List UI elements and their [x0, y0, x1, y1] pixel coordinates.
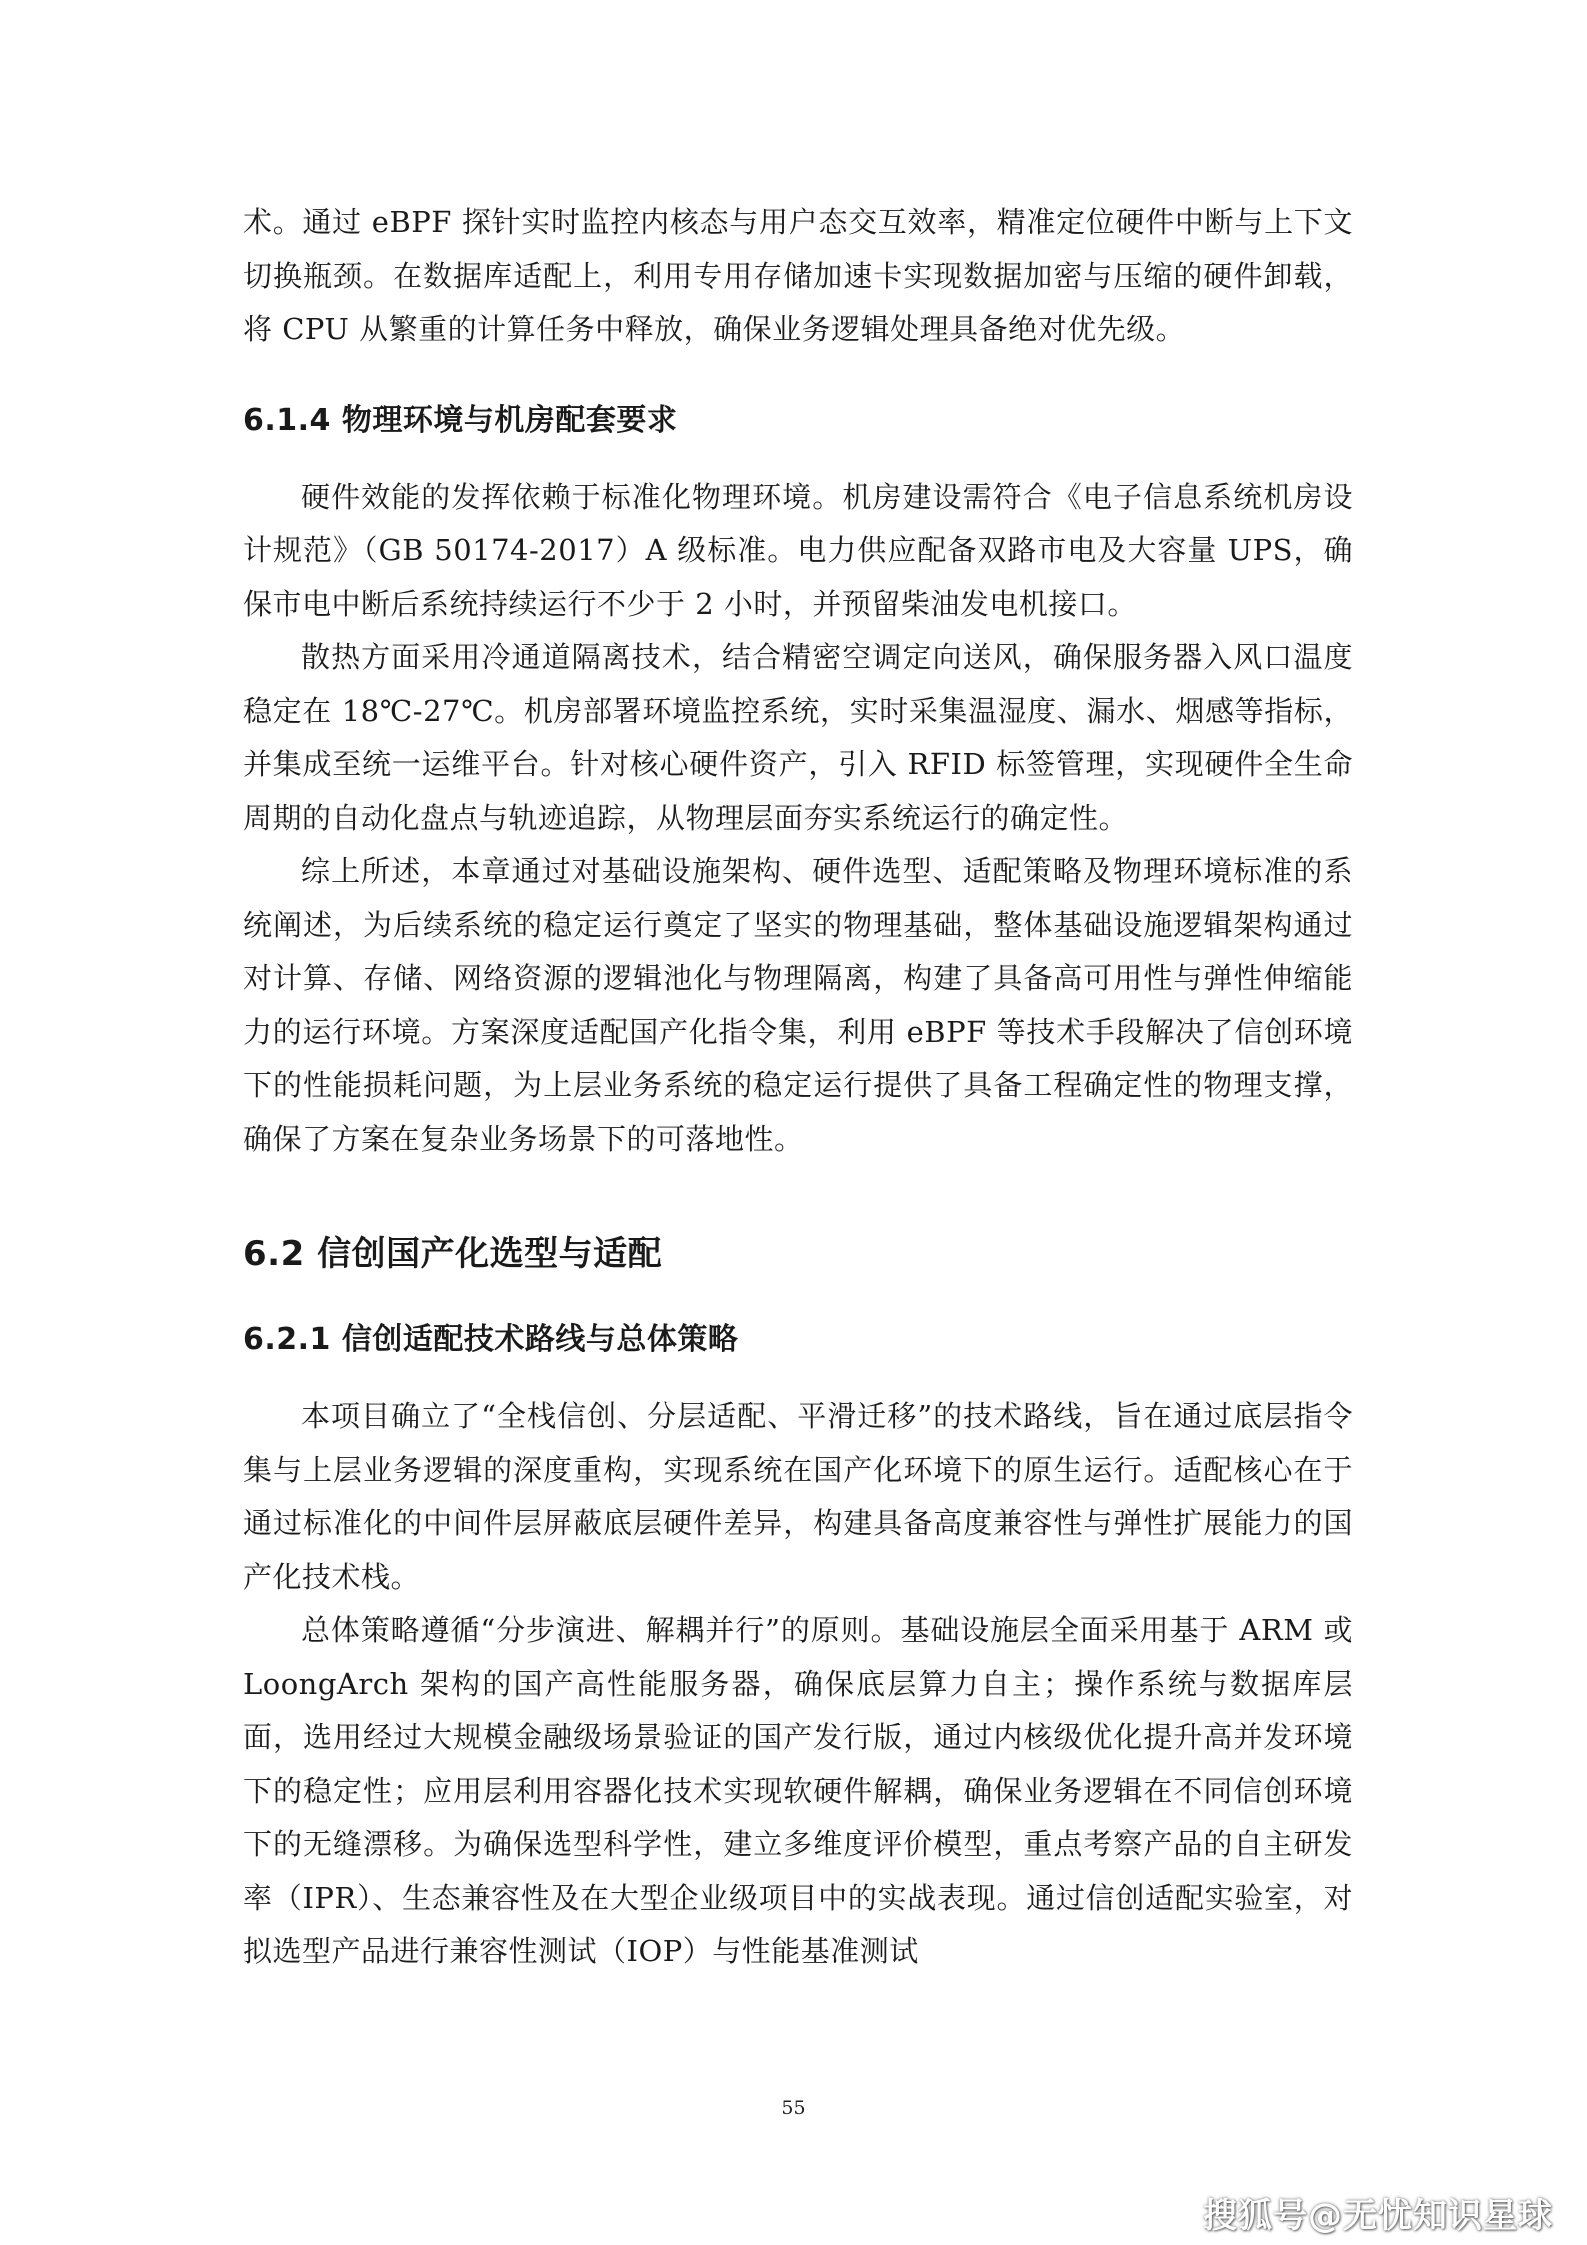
paragraph-overall-strategy: 总体策略遵循“分步演进、解耦并行”的原则。基础设施层全面采用基于 ARM 或 LoongArch 架构的国产高性能服务器，确保底层算力自主；操作系统与数据库层面，选用经过大规模金融级场景验证的国产发行版，通过内核级优化提升高并发环境下的稳定性；应用层利用容器化技术实现软硬件解耦，确保业务逻辑在不同信创环境下的无缝漂移。为确保选型科学性，建立多维度评价模型，重点考察产品的自主研发率（IPR）、生态兼容性及在大型企业级项目中的实战表现。通过信创适配实验室，对拟选型产品进行兼容性测试（IOP）与性能基准测试	[243, 1613, 1353, 1968]
section-heading-6-2-1: 6.2.1 信创适配技术路线与总体策略	[243, 1322, 739, 1357]
paragraph-physical-environment: 硬件效能的发挥依赖于标准化物理环境。机房建设需符合《电子信息系统机房设计规范》（GB 50174-2017）A 级标准。电力供应配备双路市电及大容量 UPS，确保市电中断后系统持续运行不少于 2 小时，并预留柴油发电机接口。	[243, 479, 1353, 621]
section-heading-6-2: 6.2 信创国产化选型与适配	[243, 1234, 663, 1274]
document-page	[243, 196, 1353, 1979]
paragraph-continuation: 术。通过 eBPF 探针实时监控内核态与用户态交互效率，精准定位硬件中断与上下文切换瓶颈。在数据库适配上，利用专用存储加速卡实现数据加密与压缩的硬件卸载，将 CPU 从繁重的计算任务中释放，确保业务逻辑处理具备绝对优先级。	[243, 205, 1353, 346]
section-heading-6-1-4: 6.1.4 物理环境与机房配套要求	[243, 402, 678, 438]
paragraph-technical-route: 本项目确立了“全栈信创、分层适配、平滑迁移”的技术路线，旨在通过底层指令集与上层业务逻辑的深度重构，实现系统在国产化环境下的原生运行。适配核心在于通过标准化的中间件层屏蔽底层硬件差异，构建具备高度兼容性与弹性扩展能力的国产化技术栈。	[243, 1399, 1353, 1594]
page-number: 55	[781, 2097, 806, 2119]
paragraph-cooling-monitoring: 散热方面采用冷通道隔离技术，结合精密空调定向送风，确保服务器入风口温度稳定在 18℃-27℃。机房部署环境监控系统，实时采集温湿度、漏水、烟感等指标，并集成至统一运维平台。针对核心硬件资产，引入 RFID 标签管理，实现硬件全生命周期的自动化盘点与轨迹追踪，从物理层面夯实系统运行的确定性。	[243, 640, 1353, 835]
watermark: 搜狐号@无忧知识星球	[1203, 2196, 1553, 2236]
paragraph-chapter-summary: 综上所述，本章通过对基础设施架构、硬件选型、适配策略及物理环境标准的系统阐述，为后续系统的稳定运行奠定了坚实的物理基础，整体基础设施逻辑架构通过对计算、存储、网络资源的逻辑池化与物理隔离，构建了具备高可用性与弹性伸缩能力的运行环境。方案深度适配国产化指令集，利用 eBPF 等技术手段解决了信创环境下的性能损耗问题，为上层业务系统的稳定运行提供了具备工程确定性的物理支撑，确保了方案在复杂业务场景下的可落地性。	[243, 854, 1353, 1156]
